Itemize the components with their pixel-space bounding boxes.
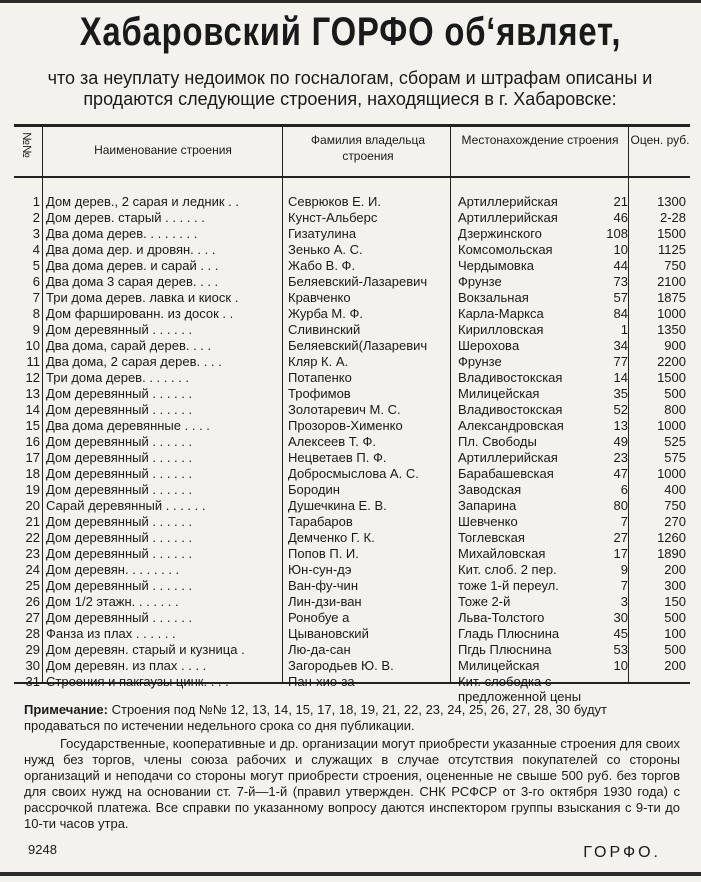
table-row: 23 Дом деревянный . . . . . . Попов П. И. Михайловская 17 1890 <box>25 546 686 561</box>
table-row: 31 Строения и пакгаузы цинк. . . . Пан-хио-за Кит. слободка с предложенной цены <box>25 674 582 704</box>
table-row: 18 Дом деревянный . . . . . . Добросмыслова А. С. Барабашевская 47 1000 <box>25 466 686 481</box>
header-name: Наименование строения <box>94 143 232 157</box>
signature: ГОРФО. <box>583 844 661 861</box>
top-rule <box>0 0 701 3</box>
table-row: 9 Дом деревянный . . . . . . Сливинский Кирилловская 1 1350 <box>32 322 686 337</box>
buildings-table <box>14 124 690 704</box>
note-text: Строения под №№ 12, 13, 14, 15, 17, 18, 19, 21, 22, 23, 24, 25, 26, 27, 28, 30 будут продаваться по истечении недельного срока со дня публикации. <box>24 702 608 733</box>
table-row: 12 Три дома дерев. . . . . . . Потапенко Владивостокская 14 1500 <box>25 370 686 385</box>
table-row: 8 Дом фаршированн. из досок . . Журба М. Ф. Карла-Маркса 84 1000 <box>32 306 686 321</box>
table-row: 29 Дом деревян. старый и кузница . Лю-да-сан Пгдь Плюснина 53 500 <box>25 642 686 657</box>
table-row: 26 Дом 1/2 этажн. . . . . . . Лин-дзи-ван Тоже 2-й 3 150 <box>25 594 686 609</box>
note <box>24 702 680 734</box>
table-row: 3 Два дома дерев. . . . . . . . Гизатулина Дзержинского 108 1500 <box>32 226 686 241</box>
table-row: 28 Фанза из плах . . . . . . Цывановский Гладь Плюснина 45 100 <box>25 626 686 641</box>
table-row: 4 Два дома дер. и дровян. . . . Зенько А. С. Комсомольская 10 1125 <box>32 242 686 257</box>
table-row: 27 Дом деревянный . . . . . . Ронобуе а Льва-Толстого 30 500 <box>25 610 686 625</box>
table-row: 11 Два дома, 2 сарая дерев. . . . Кляр К. А. Фрунзе 77 2200 <box>26 354 686 369</box>
table-row: 1 Дом дерев., 2 сарая и ледник . . Севрюков Е. И. Артиллерийская 21 1300 <box>32 194 686 209</box>
note-label: Примечание: <box>24 702 108 717</box>
table-row: 6 Два дома 3 сарая дерев. . . . Беляевский-Лазаревич Фрунзе 73 2100 <box>32 274 686 289</box>
conditions-paragraph: Государственные, кооперативные и др. организации могут приобрести указанные строения для своих нужд без торгов, члены союза рабочих и служащих в случае отсутствия покупателей со стороны организаций и неподачи со стороны могут приобрести строения, оцененные не свыше 500 руб. без торгов для своих нужд на основании ст. 7-й—1-й (правил утвержден. СНК РСФСР от 3-го октября 1930 года) с рассрочкой платежа. Все справки по указанному вопросу даются инспектором группы взыскания с 9-ти до 10-ти часов утра. <box>24 736 680 831</box>
header-number: №№ <box>20 132 34 158</box>
table-row: 17 Дом деревянный . . . . . . Нецветаев П. Ф. Артиллерийская 23 575 <box>25 450 686 465</box>
table-row: 22 Дом деревянный . . . . . . Демченко Г. К. Тоглевская 27 1260 <box>25 530 686 545</box>
print-code: 9248 <box>28 842 57 857</box>
table-row: 25 Дом деревянный . . . . . . Ван-фу-чин тоже 1-й переул. 7 300 <box>25 578 686 593</box>
table-body <box>14 194 690 706</box>
table-row: 16 Дом деревянный . . . . . . Алексеев Т. Ф. Пл. Свободы 49 525 <box>25 434 686 449</box>
table-row: 21 Дом деревянный . . . . . . Тарабаров Шевченко 7 270 <box>25 514 686 529</box>
table-row: 30 Дом деревян. из плах . . . . Загородьев Ю. В. Милицейская 10 200 <box>25 658 686 673</box>
bottom-rule <box>0 872 701 876</box>
header-price: Оцен. руб. <box>630 133 690 147</box>
table-top-border <box>14 124 690 127</box>
announcement-subtitle: что за неуплату недоимок по госналогам, сборам и штрафам описаны и продаются следующие строения, находящиеся в г. Хабаровске: <box>47 68 653 109</box>
table-row: 15 Два дома деревянные . . . . Прозоров-Хименко Александровская 13 1000 <box>25 418 686 433</box>
table-row: 14 Дом деревянный . . . . . . Золотаревич М. С. Владивостокская 52 800 <box>25 402 686 417</box>
table-row: 20 Сарай деревянный . . . . . . Душечкина Е. В. Запарина 80 750 <box>25 498 686 513</box>
header-location: Местонахождение строения <box>461 133 619 147</box>
table-header-border <box>14 176 690 178</box>
table-row: 2 Дом дерев. старый . . . . . . Кунст-Альберс Артиллерийская 46 2-28 <box>32 210 686 225</box>
table-row: 7 Три дома дерев. лавка и киоск . Кравченко Вокзальная 57 1875 <box>32 290 686 305</box>
table-row: 13 Дом деревянный . . . . . . Трофимов Милицейская 35 500 <box>25 386 686 401</box>
table-row: 19 Дом деревянный . . . . . . Бородин Заводская 6 400 <box>25 482 686 497</box>
table-row: 5 Два дома дерев. и сарай . . . Жабо В. Ф. Чердымовка 44 750 <box>32 258 686 273</box>
table-row: 10 Два дома, сарай дерев. . . . Беляевский(Лазаревич Шероховa 34 900 <box>25 338 686 353</box>
page-title: Хабаровский ГОРФО об‘являет, <box>79 10 622 54</box>
table-row: 24 Дом деревян. . . . . . . . Юн-сун-дэ Кит. слоб. 2 пер. 9 200 <box>25 562 686 577</box>
header-owner: Фамилия владельца строения <box>310 133 426 163</box>
